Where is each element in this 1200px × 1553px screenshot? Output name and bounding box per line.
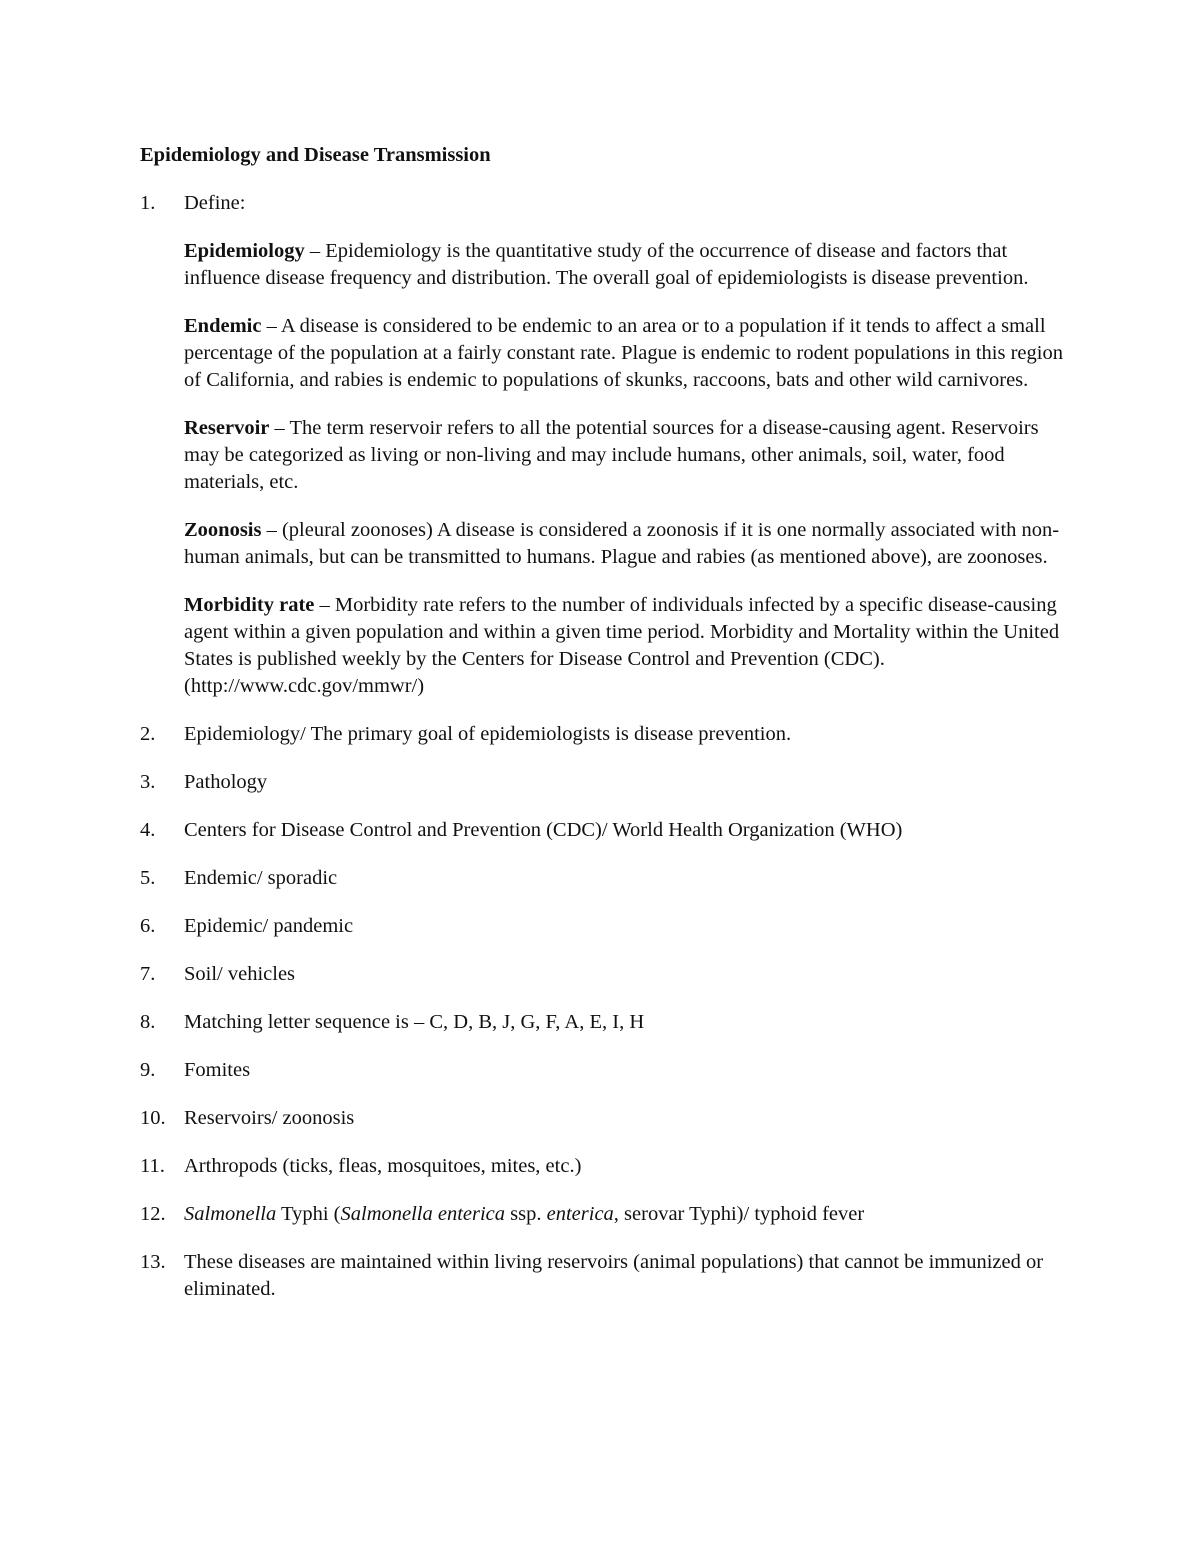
text-segment: ssp.: [505, 1203, 547, 1225]
document-body: [140, 142, 1070, 1324]
answer-item-8: [140, 1009, 1070, 1036]
item-number: 1.: [140, 192, 156, 214]
answer-item-7: [140, 961, 1070, 988]
item-text: Epidemiology/ The primary goal of epidemiologists is disease prevention.: [184, 723, 792, 745]
item-text: These diseases are maintained within living reservoirs (animal populations) that cannot be immunized or eliminated.: [184, 1251, 1044, 1300]
item-text: Matching letter sequence is – C, D, B, J, G, F, A, E, I, H: [184, 1011, 645, 1033]
term-definition: A disease is considered to be endemic to an area or to a population if it tends to affect a small percentage of the population at a fairly constant rate. Plague is endemic to rodent populations in this region of California, and rabies is endemic to populations of skunks, raccoons, bats and other wild carnivores.: [184, 315, 1063, 391]
term-dash: –: [269, 417, 290, 439]
answer-item-11: [140, 1153, 1070, 1180]
answer-item-13: [140, 1249, 1070, 1303]
term-label: Epidemiology: [184, 240, 305, 262]
item-number: 12.: [140, 1203, 166, 1225]
item-text: Fomites: [184, 1059, 251, 1081]
answer-item-3: [140, 769, 1070, 796]
text-segment: , serovar Typhi)/ typhoid fever: [613, 1203, 865, 1225]
item-number: 8.: [140, 1011, 156, 1033]
answer-item-9: [140, 1057, 1070, 1084]
definition-morbidity-rate: [184, 592, 1070, 700]
item-text: Endemic/ sporadic: [184, 867, 338, 889]
term-definition: Morbidity rate refers to the number of individuals infected by a specific disease-causing agent within a given population and within a given time period. Morbidity and Mortality within the United States is published weekly by the Centers for Disease Control and Prevention (CDC). (http://www.cdc.gov/mmwr/): [184, 594, 1060, 697]
item-number: 7.: [140, 963, 156, 985]
term-dash: –: [261, 519, 282, 541]
item-text: Reservoirs/ zoonosis: [184, 1107, 355, 1129]
item-number: 2.: [140, 723, 156, 745]
answer-item-5: [140, 865, 1070, 892]
definition-epidemiology: [184, 238, 1070, 292]
definition-reservoir: [184, 415, 1070, 496]
term-dash: –: [261, 315, 281, 337]
item-text: Soil/ vehicles: [184, 963, 296, 985]
species-name: Salmonella enterica: [340, 1203, 506, 1225]
answer-item-10: [140, 1105, 1070, 1132]
item-number: 9.: [140, 1059, 156, 1081]
item-number: 10.: [140, 1107, 166, 1129]
item-number: 6.: [140, 915, 156, 937]
answer-item-1: [140, 190, 1070, 700]
answer-item-6: [140, 913, 1070, 940]
term-label: Endemic: [184, 315, 262, 337]
item-number: 4.: [140, 819, 156, 841]
answer-item-2: [140, 721, 1070, 748]
term-definition: (pleural zoonoses) A disease is considered a zoonosis if it is one normally associated with non-human animals, but can be transmitted to humans. Plague and rabies (as mentioned above), are zoonoses.: [184, 519, 1060, 568]
term-label: Zoonosis: [184, 519, 262, 541]
term-definition: Epidemiology is the quantitative study of the occurrence of disease and factors that influence disease frequency and distribution. The overall goal of epidemiologists is disease prevention.: [184, 240, 1029, 289]
definition-endemic: [184, 313, 1070, 394]
answer-item-4: [140, 817, 1070, 844]
item-number: 3.: [140, 771, 156, 793]
term-dash: –: [314, 594, 335, 616]
term-label: Morbidity rate: [184, 594, 315, 616]
term-definition: The term reservoir refers to all the potential sources for a disease-causing agent. Reservoirs may be categorized as living or non-living and may include humans, other animals, soil, water, food materials, etc.: [184, 417, 1039, 493]
item-body: [184, 190, 1070, 700]
item-text: Centers for Disease Control and Prevention (CDC)/ World Health Organization (WHO): [184, 819, 903, 841]
item-text: Epidemic/ pandemic: [184, 915, 354, 937]
term-dash: –: [304, 240, 326, 262]
genus-name: Salmonella: [184, 1203, 277, 1225]
answer-item-12: [140, 1201, 1070, 1228]
item-text: Arthropods (ticks, fleas, mosquitoes, mites, etc.): [184, 1155, 582, 1177]
item-text: Pathology: [184, 771, 268, 793]
item-text: [184, 1201, 1070, 1228]
subspecies-name: enterica: [546, 1203, 614, 1225]
item-number: 5.: [140, 867, 156, 889]
item-number: 11.: [140, 1155, 165, 1177]
term-label: Reservoir: [184, 417, 270, 439]
text-segment: Typhi (: [276, 1203, 341, 1225]
document-title: Epidemiology and Disease Transmission: [140, 144, 491, 166]
definition-zoonosis: [184, 517, 1070, 571]
item-number: 13.: [140, 1251, 166, 1273]
define-label: Define:: [184, 192, 246, 214]
